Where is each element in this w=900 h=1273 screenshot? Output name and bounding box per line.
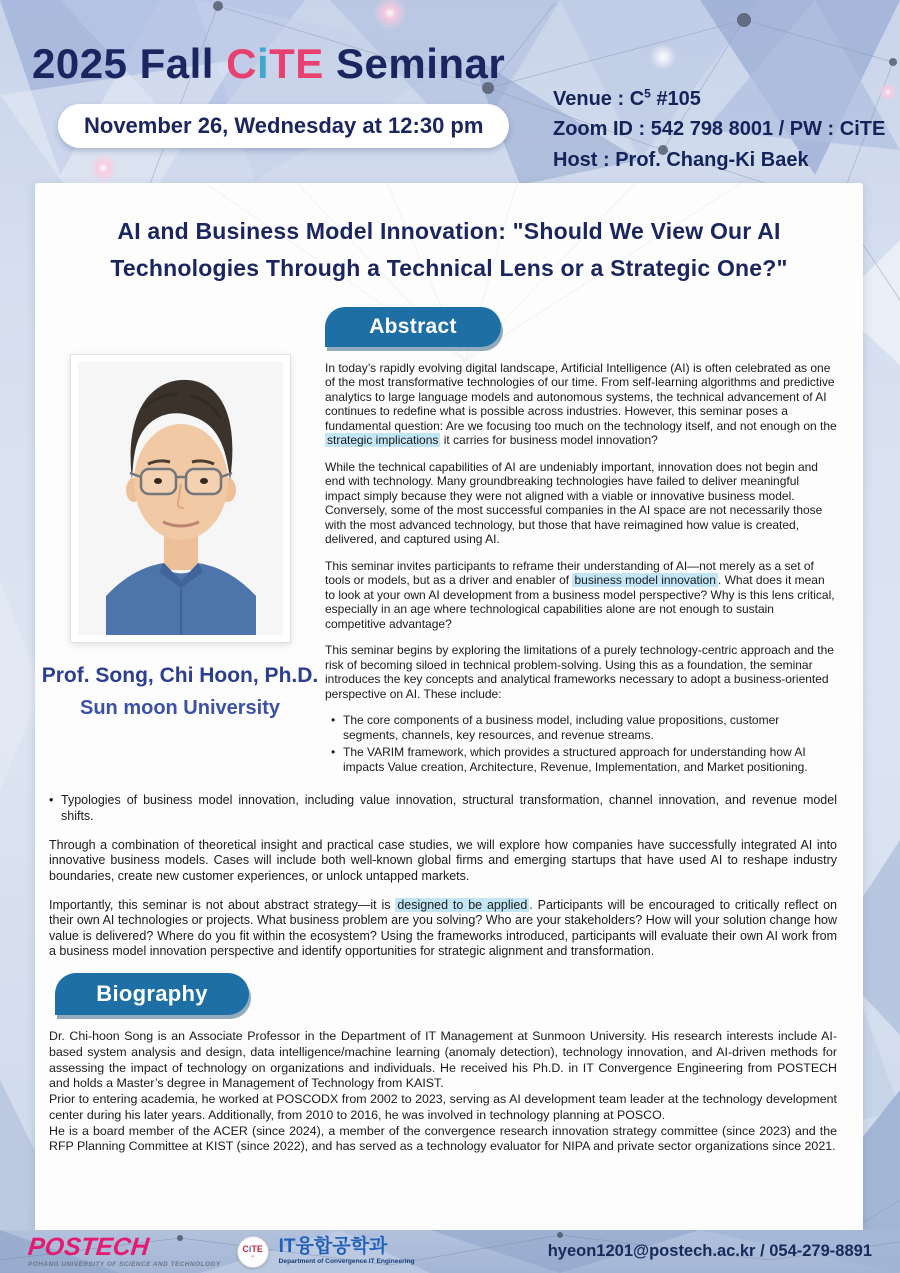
speaker-name: Prof. Song, Chi Hoon, Ph.D. (41, 663, 319, 687)
abstract-paragraph-5: Through a combination of theoretical insight and practical case studies, we will explore how companies have successfully integrated AI into innovative business models. Cases will include both well-known global firms and emerging startups that have used AI to reshape industry boundaries, create new customer experiences, or unlock untapped markets. (49, 837, 837, 883)
venue-line: Venue : $C^5$ #105 (553, 86, 701, 110)
event-info-block (553, 84, 885, 175)
abstract-paragraph-3: This seminar invites participants to reframe their understanding of AI—not merely as a set of tools or models, but as a driver and enabler of business model innovation . What does it mean to look at your own AI development from a business model perspective? Why is this lens critical, especially in an age where technological capabilities alone are not enough to sustain competitive advantage? (325, 558, 835, 631)
date-badge: November 26, Wednesday at 12:30 pm (58, 104, 509, 148)
abstract-text (325, 361, 837, 775)
footer-bar (0, 1230, 900, 1273)
title-part2: Seminar (323, 40, 506, 87)
abstract-paragraph-1: In today’s rapidly evolving digital landscape, Artificial Intelligence (AI) is often celebrated as one of the most transformative technologies of our time. From self-learning algorithms and predictive analytics to large language models and autonomous systems, the technical advancement of AI continues to redefine what is possible across industries. However, this seminar poses a fundamental question: Are we focusing too much on the technology itself, and not enough on the strategic implications it carries for business model innovation? (325, 360, 837, 448)
talk-title (35, 213, 863, 287)
content-card (35, 183, 863, 1237)
department-subtitle: Department of Convergence IT Engineering (278, 1258, 415, 1266)
talk-title-line2: Technologies Through a Technical Lens or a Strategic One?" (110, 254, 788, 281)
biography-heading-badge: Biography (55, 973, 249, 1015)
title-c: C (226, 40, 257, 87)
abstract-paragraph-4: This seminar begins by exploring the limitations of a purely technology-centric approach and the risk of becoming siloed in technical problem-solving. Using this as a foundation, the seminar introduces the key concepts and analytical frameworks necessary to adopt a business-oriented perspective on AI. These include: (325, 643, 834, 701)
highlight-designed-to-be-applied: designed to be applied (397, 897, 528, 912)
contact-info: hyeon1201@postech.ac.kr / 054-279-8891 (547, 1242, 872, 1260)
abstract-column (325, 307, 863, 778)
cite-logo-subtext: ▪▪▪ (251, 1254, 255, 1258)
title-part1: 2025 Fall (32, 40, 227, 87)
postech-logo (26, 1232, 221, 1268)
speaker-affiliation: Sun moon University (79, 696, 281, 719)
venue-superscript: 5 (644, 86, 651, 101)
biography-paragraph-2: Prior to entering academia, he worked at POSCODX from 2002 to 2023, serving as AI development team leader at the technology development center during his later years. Additionally, from 2010 to 2016, he was involved in technology planning at POSCO. (49, 1092, 837, 1122)
biography-paragraph-3: He is a board member of the ACER (since 2024), a member of the convergence research innovation strategy committee (since 2023) and the RFP Planning Committee at KIST (since 2022), and has served as a technology evaluator for NIPA and private sector organizations since 2021. (49, 1123, 837, 1154)
biography-paragraph-1: Dr. Chi-hoon Song is an Associate Professor in the Department of IT Management at Sunmoon University. His research interests include AI-based system analysis and design, data intelligence/machine learning (anomaly detection), technology innovation, and AI-driven methods for assessing the impact of technology on organizations and individuals. He received his Ph.D. in IT Convergence Engineering from POSTECH and holds a Master’s degree in Management of Technology from KAIST. (49, 1029, 837, 1091)
bullet-varim-framework: • The VARIM framework, which provides a structured approach for understanding how AI impacts Value creation, Architecture, Revenue, Implementation, and Market positioning. (331, 745, 837, 774)
abstract-paragraph-2: While the technical capabilities of AI are undeniably important, innovation does not begin and end with technology. Many groundbreaking technologies have failed to deliver meaningful impact simply because they were not aligned with a viable or innovative business model. Conversely, some of the most successful companies in the AI space are not necessarily those with the most advanced technology, but those that have reimagined how value is created, delivered, and captured using AI. (325, 459, 823, 547)
highlight-business-model-innovation: business model innovation (574, 573, 716, 588)
abstract-heading-badge: Abstract (325, 307, 501, 347)
abstract-section (35, 307, 863, 778)
seminar-series-title (32, 40, 505, 88)
speaker-column (35, 307, 325, 778)
portrait-illustration (78, 362, 283, 635)
bullet-typologies: • Typologies of business model innovation, including value innovation, structural transformation, channel innovation, and revenue model shifts. (49, 793, 837, 824)
department-logo (279, 1237, 415, 1266)
postech-wordmark: POSTECH (26, 1232, 151, 1261)
postech-tagline: POHANG UNIVERSITY OF SCIENCE AND TECHNOLOGY (28, 1260, 221, 1268)
title-i: i (256, 40, 270, 87)
zoom-line: Zoom ID : 542 798 8001 / PW : CiTE (553, 118, 886, 141)
bullet-core-components: • The core components of a business model, including value propositions, customer segments, channels, key resources, and revenue streams. (331, 713, 837, 742)
talk-title-line1: AI and Business Model Innovation: "Should We View Our AI (117, 218, 781, 244)
biography-text (49, 1029, 837, 1155)
host-line: Host : Prof. Chang-Ki Baek (553, 148, 809, 171)
abstract-continued (49, 793, 837, 960)
abstract-bullet-list (331, 713, 837, 774)
highlight-strategic-implications: strategic implications (327, 433, 439, 448)
speaker-photo (71, 355, 290, 642)
department-name: IT융합공학과 (278, 1236, 388, 1258)
title-te: TE (269, 40, 324, 87)
abstract-paragraph-6: Importantly, this seminar is not about abstract strategy—it is designed to be applied . Participants will be encouraged to critically reflect on their own AI technologies or projects. What business problem are you solving? Who are your stakeholders? How will your solution change how value is delivered? Where do you fit within the ecosystem? Using the frameworks introduced, participants will evaluate their own AI work from a business model innovation perspective and identify opportunities for strategic alignment and transformation. (49, 897, 837, 959)
cite-logo-icon: CiTE ▪▪▪ (237, 1236, 269, 1268)
